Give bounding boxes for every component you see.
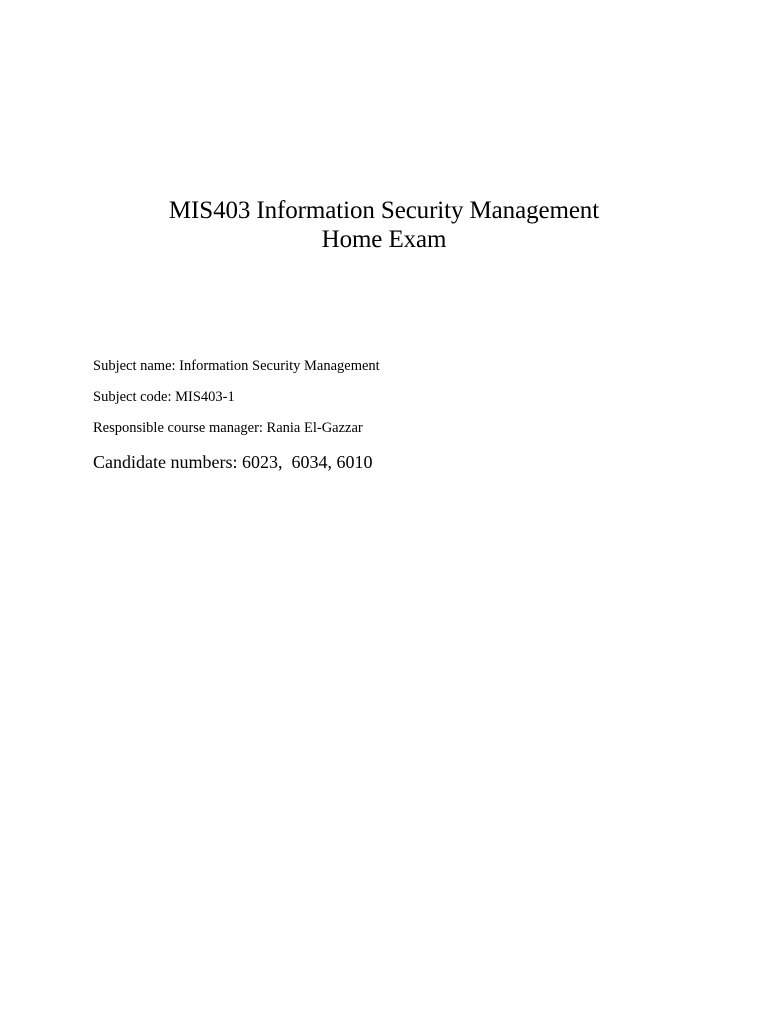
subject-name: Subject name: Information Security Management [93, 358, 380, 374]
info-block [93, 358, 693, 473]
title-block [0, 196, 768, 254]
document-title: MIS403 Information Security Management [168, 197, 600, 224]
candidate-numbers: Candidate numbers: 6023, 6034, 6010 [93, 452, 373, 472]
subject-code: Subject code: MIS403-1 [93, 389, 235, 405]
course-manager: Responsible course manager: Rania El-Gazzar [93, 420, 363, 436]
document-subtitle: Home Exam [321, 226, 447, 253]
